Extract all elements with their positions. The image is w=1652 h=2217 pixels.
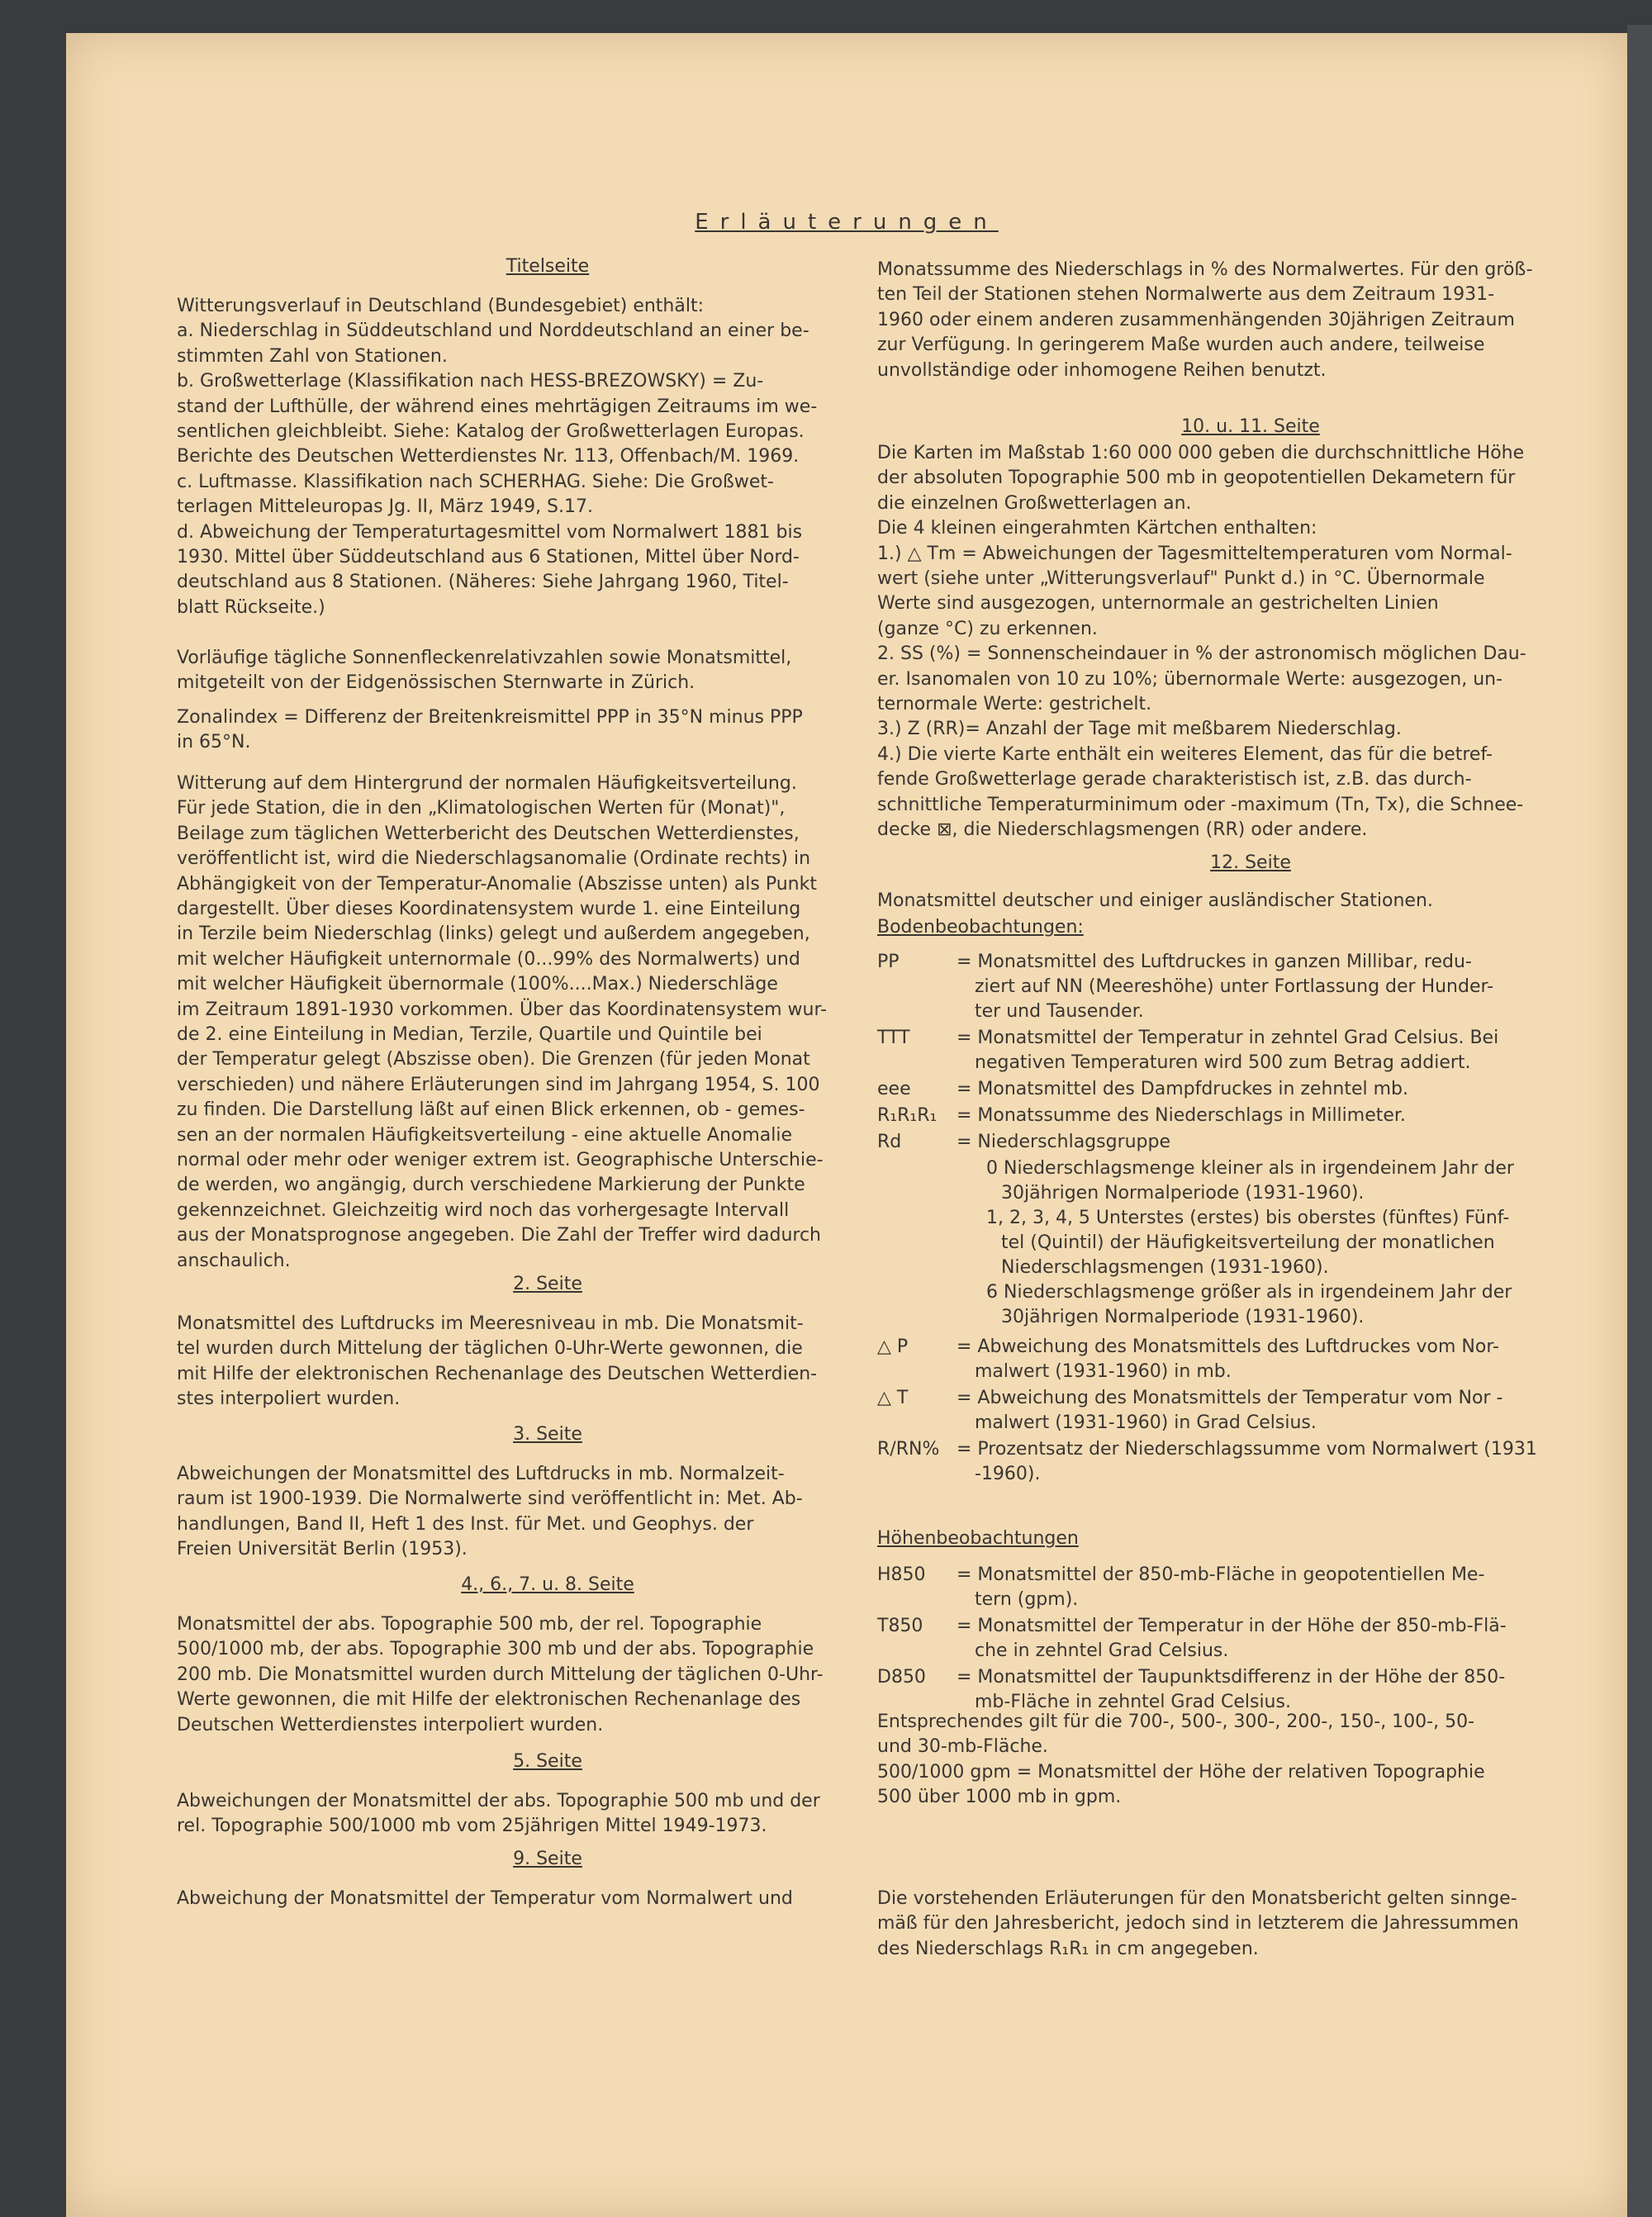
body-line: de werden, wo angängig, durch verschiedene Markierung der Punkte	[177, 1175, 805, 1196]
body-line: Monatsmittel der abs. Topographie 500 mb, der rel. Topographie	[177, 1614, 762, 1635]
section-heading: 2. Seite	[513, 1274, 582, 1294]
symbol-term: TTT	[877, 1028, 910, 1048]
body-line: Abweichung der Monatsmittel der Temperatur vom Normalwert und	[177, 1888, 793, 1909]
body-line: des Niederschlags R₁R₁ in cm angegeben.	[877, 1938, 1259, 1959]
body-line: zu finden. Die Darstellung läßt auf einen Blick erkennen, ob - gemes-	[177, 1099, 805, 1121]
body-line: Die Karten im Maßstab 1:60 000 000 geben die durchschnittliche Höhe	[877, 443, 1525, 463]
body-line: Abweichungen der Monatsmittel der abs. Topographie 500 mb und der	[177, 1791, 820, 1811]
body-line: Beilage zum täglichen Wetterbericht des Deutschen Wetterdienstes,	[177, 823, 800, 844]
subsection-heading: Bodenbeobachtungen:	[877, 917, 1084, 938]
body-line: 200 mb. Die Monatsmittel wurden durch Mittelung der täglichen 0-Uhr-	[177, 1664, 824, 1685]
subsection-heading: Höhenbeobachtungen	[877, 1528, 1079, 1549]
body-line: sentlichen gleichbleibt. Siehe: Katalog der Großwetterlagen Europas.	[177, 421, 805, 442]
symbol-term: Rd	[877, 1132, 902, 1152]
group-line: 30jährigen Normalperiode (1931-1960).	[1001, 1183, 1365, 1203]
body-line: veröffentlicht ist, wird die Niederschlagsanomalie (Ordinate rechts) in	[177, 848, 811, 870]
body-line: 4.) Die vierte Karte enthält ein weiteres Element, das für die betref-	[877, 743, 1493, 765]
body-line: 500 über 1000 mb in gpm.	[877, 1787, 1122, 1808]
body-line: b. Großwetterlage (Klassifikation nach HESS-BREZOWSKY) = Zu-	[177, 371, 764, 392]
body-line: mitgeteilt von der Eidgenössischen Sternwarte in Zürich.	[177, 672, 695, 694]
body-line: 500/1000 mb, der abs. Topographie 300 mb und der abs. Topographie	[177, 1639, 814, 1660]
body-line: Vorläufige tägliche Sonnenfleckenrelativzahlen sowie Monatsmittel,	[177, 648, 792, 668]
symbol-term: R₁R₁R₁	[877, 1105, 938, 1126]
body-line: stes interpoliert wurden.	[177, 1389, 401, 1410]
body-line: Zonalindex = Differenz der Breitenkreismittel PPP in 35°N minus PPP	[177, 707, 803, 728]
group-line: 6 Niederschlagsmenge größer als in irgendeinem Jahr der	[986, 1282, 1512, 1303]
symbol-definition: = Niederschlagsgruppe	[957, 1132, 1171, 1152]
body-line: Abweichungen der Monatsmittel des Luftdrucks in mb. Normalzeit-	[177, 1464, 785, 1484]
body-line: ten Teil der Stationen stehen Normalwerte aus dem Zeitraum 1931-	[877, 284, 1495, 306]
symbol-term: △ P	[877, 1336, 909, 1357]
body-line: anschaulich.	[177, 1250, 291, 1271]
symbol-definition: -1960).	[975, 1464, 1041, 1484]
body-line: Werte sind ausgezogen, unternormale an gestrichelten Linien	[877, 593, 1439, 615]
body-line: (ganze °C) zu erkennen.	[877, 618, 1098, 639]
symbol-definition: mb-Fläche in zehntel Grad Celsius.	[975, 1692, 1291, 1712]
body-line: terlagen Mitteleuropas Jg. II, März 1949, S.17.	[177, 496, 594, 518]
body-line: Für jede Station, die in den „Klimatologischen Werten für (Monat)",	[177, 798, 786, 819]
body-line: Abhängigkeit von der Temperatur-Anomalie (Abszisse unten) als Punkt	[177, 873, 817, 895]
body-line: 500/1000 gpm = Monatsmittel der Höhe der relativen Topographie	[877, 1761, 1485, 1783]
symbol-definition: malwert (1931-1960) in Grad Celsius.	[975, 1412, 1317, 1433]
body-line: Witterung auf dem Hintergrund der normalen Häufigkeitsverteilung.	[177, 773, 797, 794]
symbol-definition: = Monatsmittel der Taupunktsdifferenz in der Höhe der 850-	[957, 1667, 1506, 1688]
symbol-term: H850	[877, 1564, 926, 1585]
body-line: fende Großwetterlage gerade charakteristisch ist, z.B. das durch-	[877, 769, 1472, 790]
body-line: Deutschen Wetterdienstes interpoliert wurden.	[177, 1714, 604, 1735]
symbol-term: T850	[877, 1616, 923, 1636]
body-line: zur Verfügung. In geringerem Maße wurden auch andere, teilweise	[877, 335, 1485, 356]
body-line: Monatsmittel des Luftdrucks im Meeresniveau in mb. Die Monatsmit-	[177, 1313, 804, 1334]
body-line: tel wurden durch Mittelung der täglichen 0-Uhr-Werte gewonnen, die	[177, 1338, 803, 1360]
body-line: aus der Monatsprognose angegeben. Die Zahl der Treffer wird dadurch	[177, 1225, 822, 1246]
body-line: 2. SS (%) = Sonnenscheindauer in % der astronomisch möglichen Dau-	[877, 643, 1526, 665]
group-line: tel (Quintil) der Häufigkeitsverteilung der monatlichen	[1001, 1232, 1495, 1253]
body-line: Werte gewonnen, die mit Hilfe der elektronischen Rechenanlage des	[177, 1689, 801, 1711]
symbol-definition: = Prozentsatz der Niederschlagssumme vom Normalwert (1931	[957, 1439, 1537, 1460]
section-heading: 3. Seite	[513, 1424, 582, 1445]
body-line: er. Isanomalen von 10 zu 10%; übernormale Werte: ausgezogen, un-	[877, 668, 1503, 690]
body-line: im Zeitraum 1891-1930 vorkommen. Über das Koordinatensystem wur-	[177, 999, 828, 1020]
body-line: de 2. eine Einteilung in Median, Terzile, Quartile und Quintile bei	[177, 1024, 762, 1045]
symbol-term: R/RN%	[877, 1439, 940, 1460]
body-line: mit welcher Häufigkeit unternormale (0...99% des Normalwerts) und	[177, 948, 800, 970]
group-line: 30jährigen Normalperiode (1931-1960).	[1001, 1307, 1365, 1327]
body-line: verschieden) und nähere Erläuterungen sind im Jahrgang 1954, S. 100	[177, 1074, 820, 1095]
group-line: Niederschlagsmengen (1931-1960).	[1001, 1257, 1329, 1278]
body-line: und 30-mb-Fläche.	[877, 1736, 1048, 1758]
symbol-definition: = Monatsmittel der 850-mb-Fläche in geopotentiellen Me-	[957, 1564, 1485, 1585]
section-heading: 12. Seite	[1210, 852, 1291, 873]
body-line: Berichte des Deutschen Wetterdienstes Nr. 113, Offenbach/M. 1969.	[177, 446, 800, 468]
symbol-definition: = Monatsmittel der Temperatur in zehntel Grad Celsius. Bei	[957, 1028, 1499, 1048]
body-line: 1930. Mittel über Süddeutschland aus 6 Stationen, Mittel über Nord-	[177, 547, 800, 567]
body-line: stimmten Zahl von Stationen.	[177, 345, 448, 367]
body-line: der absoluten Topographie 500 mb in geopotentiellen Dekametern für	[877, 468, 1516, 489]
body-line: unvollständige oder inhomogene Reihen benutzt.	[877, 359, 1327, 381]
document-page	[66, 33, 1627, 2217]
body-line: in Terzile beim Niederschlag (links) gelegt und außerdem angegeben,	[177, 923, 810, 945]
body-line: 3.) Z (RR)= Anzahl der Tage mit meßbarem Niederschlag.	[877, 719, 1402, 740]
body-line: blatt Rückseite.)	[177, 596, 325, 618]
body-line: handlungen, Band II, Heft 1 des Inst. für Met. und Geophys. der	[177, 1513, 754, 1535]
body-line: stand der Lufthülle, der während eines mehrtägigen Zeitraums im we-	[177, 396, 818, 417]
body-line: Die 4 kleinen eingerahmten Kärtchen enthalten:	[877, 518, 1317, 539]
symbol-definition: = Monatsmittel der Temperatur in der Höhe der 850-mb-Flä-	[957, 1616, 1507, 1636]
symbol-term: △ T	[877, 1388, 909, 1408]
symbol-definition: negativen Temperaturen wird 500 zum Betrag addiert.	[975, 1052, 1471, 1073]
section-heading: 9. Seite	[513, 1849, 582, 1869]
symbol-term: eee	[877, 1079, 911, 1099]
body-line: Die vorstehenden Erläuterungen für den Monatsbericht gelten sinnge-	[877, 1888, 1517, 1909]
body-line: ternormale Werte: gestrichelt.	[877, 694, 1152, 714]
symbol-definition: che in zehntel Grad Celsius.	[975, 1640, 1229, 1661]
symbol-definition: tern (gpm).	[975, 1589, 1079, 1610]
body-line: Freien Universität Berlin (1953).	[177, 1539, 468, 1560]
body-line: der Temperatur gelegt (Abszisse oben). Die Grenzen (für jeden Monat	[177, 1049, 810, 1071]
section-heading: 10. u. 11. Seite	[1181, 416, 1320, 437]
body-line: 1960 oder einem anderen zusammenhängenden 30jährigen Zeitraum	[877, 309, 1515, 330]
symbol-definition: = Abweichung des Monatsmittels des Luftdruckes vom Nor-	[957, 1336, 1499, 1357]
body-line: wert (siehe unter „Witterungsverlauf" Punkt d.) in °C. Übernormale	[877, 568, 1485, 589]
symbol-definition: = Monatsmittel des Luftdruckes in ganzen Millibar, redu-	[957, 952, 1472, 972]
body-line: rel. Topographie 500/1000 mb vom 25jährigen Mittel 1949-1973.	[177, 1816, 767, 1837]
body-line: c. Luftmasse. Klassifikation nach SCHERHAG. Siehe: Die Großwet-	[177, 471, 774, 492]
symbol-definition: = Abweichung des Monatsmittels der Temperatur vom Nor -	[957, 1388, 1503, 1408]
body-line: schnittliche Temperaturminimum oder -maximum (Tn, Tx), die Schnee-	[877, 794, 1524, 815]
symbol-definition: ziert auf NN (Meereshöhe) unter Fortlassung der Hunder-	[975, 976, 1494, 997]
body-line: Monatssumme des Niederschlags in % des Normalwertes. Für den größ-	[877, 259, 1533, 280]
body-line: die einzelnen Großwetterlagen an.	[877, 492, 1192, 514]
group-line: 1, 2, 3, 4, 5 Unterstes (erstes) bis oberstes (fünftes) Fünf-	[986, 1208, 1510, 1228]
symbol-definition: = Monatsmittel des Dampfdruckes in zehntel mb.	[957, 1079, 1409, 1099]
body-line: mit Hilfe der elektronischen Rechenanlage des Deutschen Wetterdien-	[177, 1363, 818, 1384]
body-line: dargestellt. Über dieses Koordinatensystem wurde 1. eine Einteilung	[177, 899, 801, 919]
section-heading: 5. Seite	[513, 1751, 582, 1772]
symbol-definition: ter und Tausender.	[975, 1001, 1144, 1022]
symbol-term: PP	[877, 952, 900, 972]
section-heading: 4., 6., 7. u. 8. Seite	[461, 1574, 634, 1595]
body-line: Monatsmittel deutscher und einiger ausländischer Stationen.	[877, 890, 1433, 911]
page-title: Erläuterungen	[695, 210, 999, 235]
section-heading: Titelseite	[506, 256, 590, 277]
symbol-definition: = Monatssumme des Niederschlags in Millimeter.	[957, 1105, 1406, 1126]
body-line: raum ist 1900-1939. Die Normalwerte sind veröffentlicht in: Met. Ab-	[177, 1488, 803, 1510]
body-line: d. Abweichung der Temperaturtagesmittel vom Normalwert 1881 bis	[177, 521, 803, 543]
body-line: deutschland aus 8 Stationen. (Näheres: Siehe Jahrgang 1960, Titel-	[177, 572, 789, 593]
symbol-term: D850	[877, 1667, 926, 1688]
body-line: Entsprechendes gilt für die 700-, 500-, 300-, 200-, 150-, 100-, 50-	[877, 1711, 1475, 1732]
body-line: Witterungsverlauf in Deutschland (Bundesgebiet) enthält:	[177, 296, 705, 316]
binder-edge	[1627, 25, 1652, 2217]
body-line: 1.) △ Tm = Abweichungen der Tagesmitteltemperaturen vom Normal-	[877, 543, 1512, 564]
body-line: gekennzeichnet. Gleichzeitig wird noch das vorhergesagte Intervall	[177, 1199, 790, 1221]
body-line: mit welcher Häufigkeit übernormale (100%....Max.) Niederschläge	[177, 974, 778, 995]
body-line: normal oder mehr oder weniger extrem ist. Geographische Unterschie-	[177, 1150, 824, 1170]
body-line: sen an der normalen Häufigkeitsverteilung - eine aktuelle Anomalie	[177, 1124, 793, 1146]
body-line: mäß für den Jahresbericht, jedoch sind in letzterem die Jahressummen	[877, 1913, 1519, 1935]
body-line: in 65°N.	[177, 732, 251, 753]
body-line: a. Niederschlag in Süddeutschland und Norddeutschland an einer be-	[177, 320, 809, 342]
body-line: decke ⊠, die Niederschlagsmengen (RR) oder andere.	[877, 819, 1368, 840]
group-line: 0 Niederschlagsmenge kleiner als in irgendeinem Jahr der	[986, 1158, 1514, 1179]
symbol-definition: malwert (1931-1960) in mb.	[975, 1361, 1232, 1382]
